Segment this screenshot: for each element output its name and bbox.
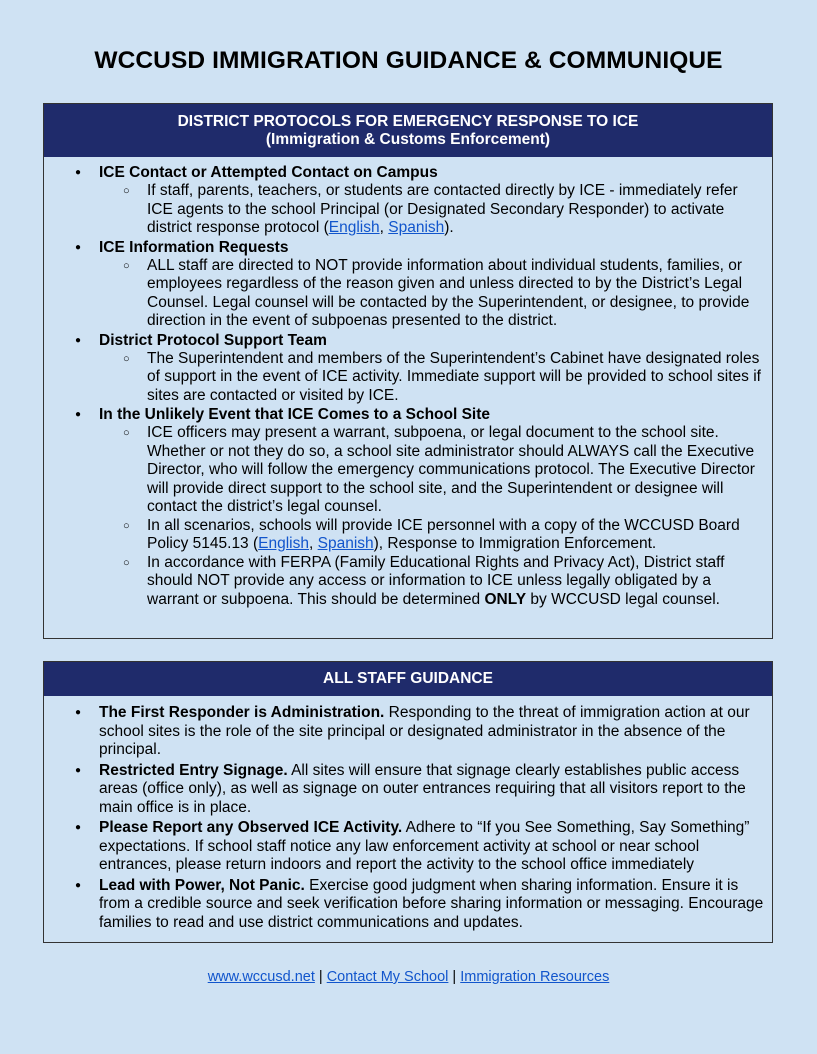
wccusd-website-link[interactable]: www.wccusd.net (207, 969, 315, 985)
staff-list (44, 696, 772, 932)
list-item: ○ In all scenarios, schools will provide ICE personnel with a copy of the WCCUSD Board Policy 5145.13 (English, Spanish), Response to Immigration Enforcement. (99, 517, 772, 554)
immigration-resources-link[interactable]: Immigration Resources (460, 969, 610, 985)
list-item: ● Please Report any Observed ICE Activity. Adhere to “If you See Something, Say Something” expectations. If school staff notice any law enforcement activity at school or near school entrances, please return indoors and report the activity to the school office immediately (44, 819, 772, 875)
section-ice-at-school-site (44, 405, 772, 609)
protocols-list (44, 157, 772, 609)
list-item: ○ The Superintendent and members of the Superintendent’s Cabinet have designated roles of support in the event of ICE activity. Immediate support will be provided to school sites if sites are contacted or visited by ICE. (99, 350, 772, 406)
section-title: ● District Protocol Support Team (99, 331, 327, 349)
english-link[interactable]: English (328, 219, 380, 236)
list-item: ○ In accordance with FERPA (Family Educational Rights and Privacy Act), District staff should NOT provide any access or information to ICE unless legally obligated by a warrant or subpoena. This should be determined ONLY by WCCUSD legal counsel. (99, 554, 772, 610)
section-title: ● In the Unlikely Event that ICE Comes to a School Site (99, 406, 491, 423)
protocols-header-line2: (Immigration & Customs Enforcement) (265, 131, 551, 148)
list-item: ● The First Responder is Administration. Responding to the threat of immigration action at our school sites is the role of the site principal or designated administrator in the absence of the principal. (44, 704, 772, 760)
footer-links: www.wccusd.net | Contact My School | Immigration Resources (207, 969, 610, 985)
protocols-header-line1: DISTRICT PROTOCOLS FOR EMERGENCY RESPONSE TO ICE (177, 113, 639, 130)
list-item: ● Lead with Power, Not Panic. Exercise good judgment when sharing information. Ensure it is from a credible source and seek verification before sharing information or messaging. Encourage families to read and use district communications and updates. (44, 877, 772, 933)
section-title: ● ICE Information Requests (99, 238, 289, 256)
page-title: WCCUSD IMMIGRATION GUIDANCE & COMMUNIQUE (94, 47, 723, 74)
section-title: ● ICE Contact or Attempted Contact on Campus (99, 164, 438, 181)
list-item: ● Restricted Entry Signage. All sites will ensure that signage clearly establishes public access areas (office only), as well as signage on outer entrances requiring that all visitors report to the main office is in place. (44, 762, 772, 818)
section-ice-contact (44, 163, 772, 238)
section-ice-information-requests (44, 238, 772, 331)
list-item: ○ ALL staff are directed to NOT provide information about individual students, families, or employees regardless of the reason given and unless directed to by the District’s Legal Counsel. Legal counsel will be contacted by the Superintendent, or designee, to provide direction in the event of subpoenas presented to the district. (99, 257, 772, 331)
spanish-link[interactable]: Spanish (317, 535, 374, 552)
protocols-header (44, 104, 772, 157)
list-item: ○ ICE officers may present a warrant, subpoena, or legal document to the school site. Whether or not they do so, a school site administrator should ALWAYS call the Executive Director, who will follow the emergency communications protocol. The Executive Director will provide direct support to the school site, and the Superintendent or designee will contact the district’s legal counsel. (99, 424, 772, 517)
contact-my-school-link[interactable]: Contact My School (326, 969, 449, 985)
district-protocols-box (43, 103, 773, 639)
english-link[interactable]: English (258, 535, 309, 552)
spanish-link[interactable]: Spanish (388, 219, 445, 236)
all-staff-guidance-box (43, 661, 773, 943)
list-item: ○ If staff, parents, teachers, or students are contacted directly by ICE - immediately refer ICE agents to the school Principal (or Designated Secondary Responder) to activate district response protocol (English, Spanish). (99, 182, 772, 238)
staff-header: ALL STAFF GUIDANCE (44, 662, 772, 696)
section-support-team (44, 331, 772, 406)
